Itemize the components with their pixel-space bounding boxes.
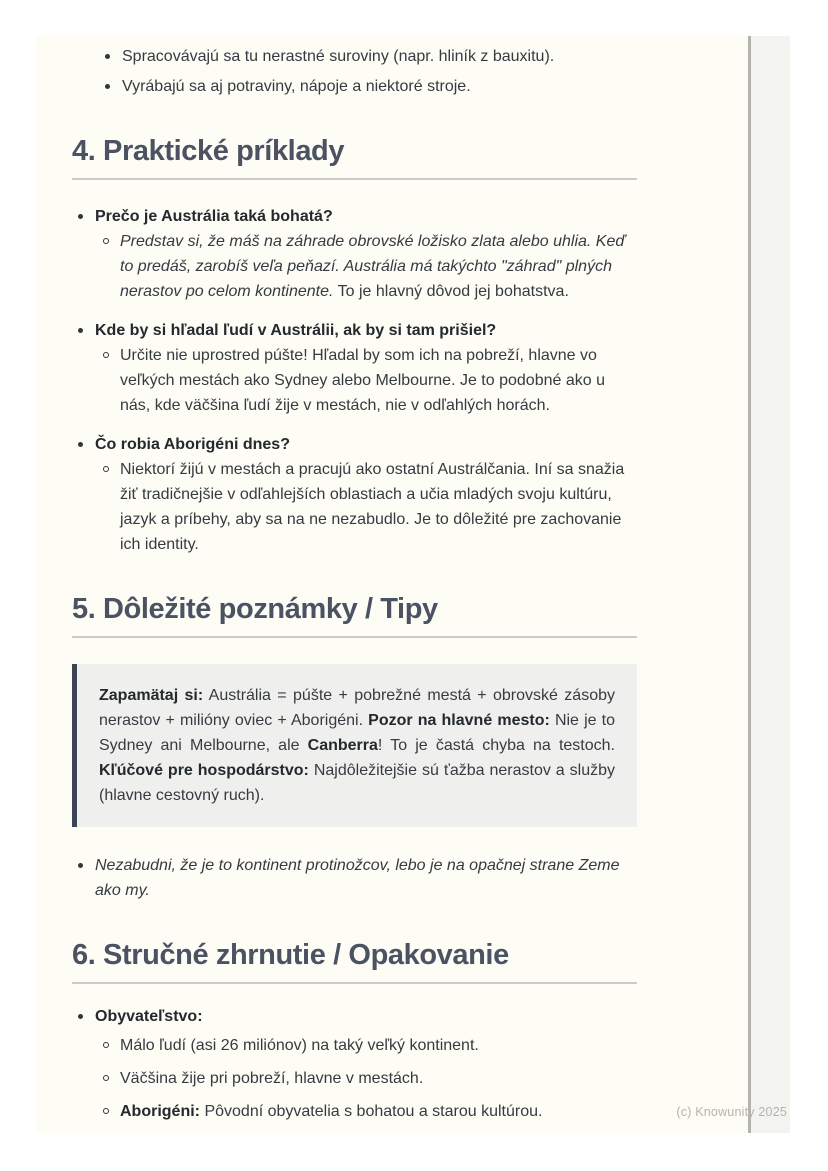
question-text: Prečo je Austrália taká bohatá? <box>95 208 333 225</box>
list-item <box>72 74 637 99</box>
answer-item <box>72 457 637 557</box>
sub-bullet-circle-icon <box>103 1033 120 1058</box>
section-title-summary: 6. Stručné zhrnutie / Opakovanie <box>72 939 509 971</box>
callout-segment: Pozor na hlavné mesto: <box>368 712 550 729</box>
section-title-practical: 4. Praktické príklady <box>72 135 345 167</box>
summary-group-label: Obyvateľstvo: <box>95 1008 203 1025</box>
sub-bullet-circle-icon <box>103 229 120 254</box>
question-item <box>72 204 637 229</box>
question-text: Čo robia Aborigéni dnes? <box>95 436 290 453</box>
page-content <box>72 36 637 1132</box>
list-item <box>72 44 637 69</box>
reminder-item <box>72 853 637 903</box>
answer-regular-part: To je hlavný dôvod jej bohatstva. <box>333 283 569 300</box>
callout-segment: Najdôležitejšie sú ťažba nerastov a služby (hlavne cestovný ruch). <box>99 762 615 804</box>
section-title-notes: 5. Dôležité poznámky / Tipy <box>72 593 438 625</box>
question-text: Kde by si hľadal ľudí v Austrálii, ak by si tam prišiel? <box>95 322 497 339</box>
callout-segment: Zapamätaj si: <box>99 687 204 704</box>
sub-bullet-circle-icon <box>103 457 120 482</box>
section-divider <box>72 636 637 638</box>
section-divider <box>72 178 637 180</box>
page-edge-strip <box>748 36 790 1133</box>
question-item <box>72 318 637 343</box>
question-item <box>72 432 637 457</box>
answer-item <box>72 229 637 304</box>
sub-bullet-circle-icon <box>103 1099 120 1124</box>
summary-point <box>72 1066 637 1091</box>
bullet-dot-icon <box>78 204 95 229</box>
callout-segment: Kľúčové pre hospodárstvo: <box>99 762 309 779</box>
section-divider <box>72 982 637 984</box>
bullet-dot-icon <box>105 44 122 69</box>
answer-text <box>120 229 637 304</box>
list-item-text: Spracovávajú sa tu nerastné suroviny (napr. hliník z bauxitu). <box>122 48 555 65</box>
copyright-watermark: (c) Knowunity 2025 <box>676 1105 787 1119</box>
callout-segment: Canberra <box>307 737 378 754</box>
summary-point-regular: Pôvodní obyvatelia s bohatou a starou kultúrou. <box>200 1103 543 1120</box>
summary-point <box>72 1099 637 1124</box>
bullet-dot-icon <box>78 853 95 878</box>
answer-text: Niektorí žijú v mestách a pracujú ako ostatní Austrálčania. Iní sa snažia žiť tradičnejšie v odľahlejších oblastiach a učia mladých svoju kultúru, jazyk a príbehy, aby sa na ne nezabudlo. Je to dôležité pre zachovanie ich identity. <box>120 461 625 553</box>
summary-point-regular: Väčšina žije pri pobreží, hlavne v mestách. <box>120 1070 424 1087</box>
callout-segment: Austrália = púšte + pobrežné mestá + obrovské zásoby nerastov + milióny oviec + Aborigéni. <box>99 687 615 729</box>
reminder-text: Nezabudni, že je to kontinent protinožcov, lebo je na opačnej strane Zeme ako my. <box>95 857 620 899</box>
summary-point-text <box>120 1099 637 1124</box>
bullet-dot-icon <box>78 1004 95 1029</box>
tip-callout <box>72 664 637 827</box>
answer-item <box>72 343 637 418</box>
qa-list <box>72 204 637 557</box>
summary-point-regular: Málo ľudí (asi 26 miliónov) na taký veľký kontinent. <box>120 1037 479 1054</box>
bullet-dot-icon <box>78 432 95 457</box>
sub-bullet-circle-icon <box>103 343 120 368</box>
list-item-text: Vyrábajú sa aj potraviny, nápoje a niektoré stroje. <box>122 78 471 95</box>
answer-text: Určite nie uprostred púšte! Hľadal by som ich na pobreží, hlavne vo veľkých mestách ako Sydney alebo Melbourne. Je to podobné ako u nás, kde väčšina ľudí žije v mestách, nie v odľahlých horách. <box>120 347 605 414</box>
summary-group-item <box>72 1004 637 1029</box>
callout-segment: Nie je to Sydney ani Melbourne, ale <box>99 712 616 754</box>
summary-point-text <box>120 1033 637 1058</box>
bullet-dot-icon <box>105 74 122 99</box>
summary-point <box>72 1033 637 1058</box>
bullet-dot-icon <box>78 318 95 343</box>
document-page <box>36 36 790 1133</box>
summary-list <box>72 1004 637 1124</box>
summary-point-bold: Aborigéni: <box>120 1103 200 1120</box>
callout-segment: ! To je častá chyba na testoch. <box>377 737 615 754</box>
answer-italic-part: Predstav si, že máš na záhrade obrovské ložisko zlata alebo uhlia. Keď to predáš, zarobíš veľa peňazí. Austrália má takýchto "záhrad" plných nerastov po celom kontinente. <box>120 233 626 300</box>
sub-bullet-circle-icon <box>103 1066 120 1091</box>
summary-point-text <box>120 1066 637 1091</box>
